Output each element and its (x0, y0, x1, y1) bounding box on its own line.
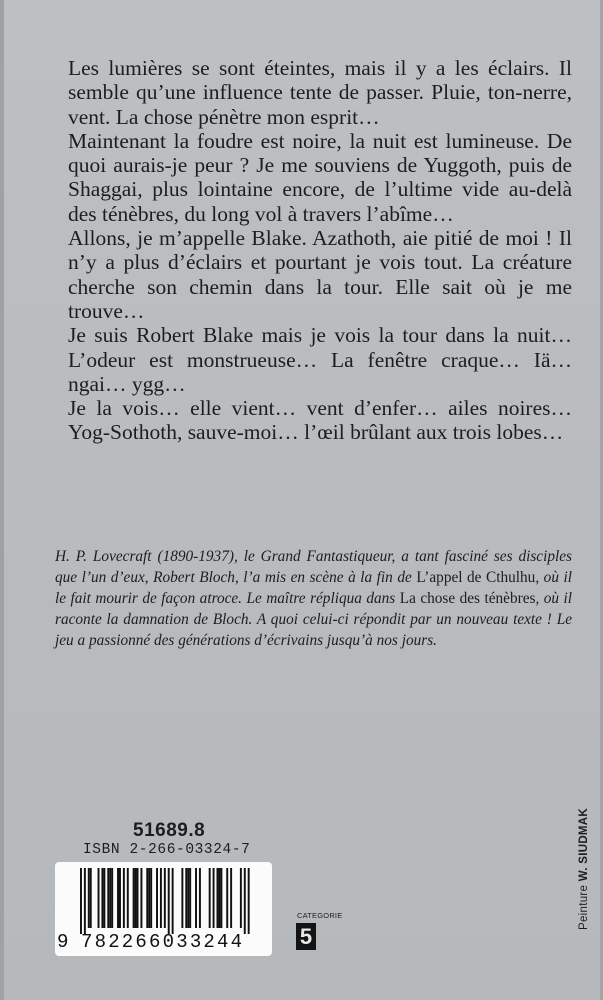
barcode-bar (189, 868, 191, 928)
barcode-bar (199, 868, 201, 928)
barcode-bar (209, 868, 211, 928)
barcode-bar (164, 868, 166, 928)
barcode-bar (127, 868, 129, 928)
blurb-book-title: L’appel de Cthulhu (416, 569, 536, 586)
barcode-bar (135, 868, 137, 928)
category-badge: 5 (296, 923, 316, 950)
barcode-bar (172, 868, 174, 934)
barcode-bar (88, 868, 90, 928)
blurb-text: , où il raconte la damnation de Bloch. A quoi celui-ci répondit par un nouveau texte ! Le jeu a passionné des générations d’écrivains jusqu’à nos jours. (55, 590, 572, 649)
catalog-number: 51689.8 (133, 820, 206, 841)
author-blurb (55, 546, 572, 651)
barcode-bar (84, 868, 86, 934)
barcode-bar (160, 868, 162, 928)
barcode-bar (220, 868, 222, 928)
barcode-bar (119, 868, 121, 928)
barcode-bar (148, 868, 150, 928)
barcode-bar (218, 868, 220, 928)
barcode-bar (213, 868, 215, 928)
excerpt-paragraph: Allons, je m’appelle Blake. Azathoth, aie pitié de moi ! Il n’y a plus d’éclairs et pourtant je vois tout. La créature cherche son chemin dans la tour. Elle sait où je me trouve… (68, 226, 572, 323)
barcode-bar (137, 868, 139, 928)
excerpt-paragraph: Maintenant la foudre est noire, la nuit est lumineuse. De quoi aurais-je peur ? Je me souviens de Yuggoth, puis de Shaggai, plus lointaine encore, de l’ultime vide au-delà des ténèbres, du long vol à travers l’abîme… (68, 128, 572, 226)
isbn-number: ISBN 2-266-03324-7 (83, 842, 251, 858)
excerpt-paragraph: Je suis Robert Blake mais je vois la tour dans la nuit… L’odeur est monstrueuse… La fenêtre craque… Iä… ngai… ygg… (68, 323, 572, 396)
barcode-bar (103, 868, 105, 928)
barcode-bar (187, 868, 189, 928)
barcode-bar (140, 868, 142, 928)
excerpt-paragraph: Je la vois… elle vient… vent d’enfer… ailes noires… Yog-Sothoth, sauve-moi… l’œil brûlant aux trois lobes… (68, 396, 572, 445)
barcode-bar (90, 868, 92, 928)
barcode-bar (109, 868, 111, 928)
excerpt-text (68, 56, 572, 445)
barcode-bar (107, 868, 109, 928)
barcode-bar (195, 868, 197, 928)
barcode-bar (240, 868, 242, 928)
barcode-number: 782266033244 (81, 931, 245, 953)
barcode-bar (117, 868, 119, 928)
barcode-first-digit: 9 (57, 931, 70, 953)
blurb-text: , où il le fait mourir de façon atroce. Le maître répliqua dans (55, 569, 572, 607)
barcode-bar (80, 868, 82, 934)
barcode-bar (230, 868, 232, 928)
category-label: CATEGORIE (297, 911, 343, 920)
barcode-bar (123, 868, 125, 928)
credit-prefix: Peinture (578, 884, 590, 930)
barcode-bar (181, 868, 183, 928)
barcode-bar (244, 868, 246, 934)
barcode-bar (111, 868, 113, 928)
excerpt-paragraph: Les lumières se sont éteintes, mais il y a les éclairs. Il semble qu’une influence tente de passer. Pluie, ton-nerre, vent. La chose pénètre mon esprit… (68, 56, 572, 129)
blurb-text: H. P. Lovecraft (1890-1937), le Grand Fantastiqueur, a tant fasciné ses disciples que l’un d’eux, Robert Bloch, l’a mis en scène à la fin de (55, 548, 572, 586)
credit-artist: W. SIUDMAK (578, 807, 590, 882)
barcode-bar (150, 868, 152, 928)
barcode-bar (156, 868, 158, 928)
barcode-bar (101, 868, 103, 928)
barcode-bar (133, 868, 135, 928)
blurb-book-title: La chose des ténèbres (399, 590, 536, 607)
barcode-bar (185, 868, 187, 928)
illustration-credit (578, 808, 590, 930)
barcode-bar (226, 868, 228, 928)
barcode-bar (217, 868, 219, 928)
barcode (55, 862, 272, 956)
cover-left-edge (0, 0, 4, 1000)
barcode-bar (146, 868, 148, 928)
barcode-bar (248, 868, 250, 934)
barcode-bar (168, 868, 170, 934)
barcode-bar (98, 868, 100, 928)
